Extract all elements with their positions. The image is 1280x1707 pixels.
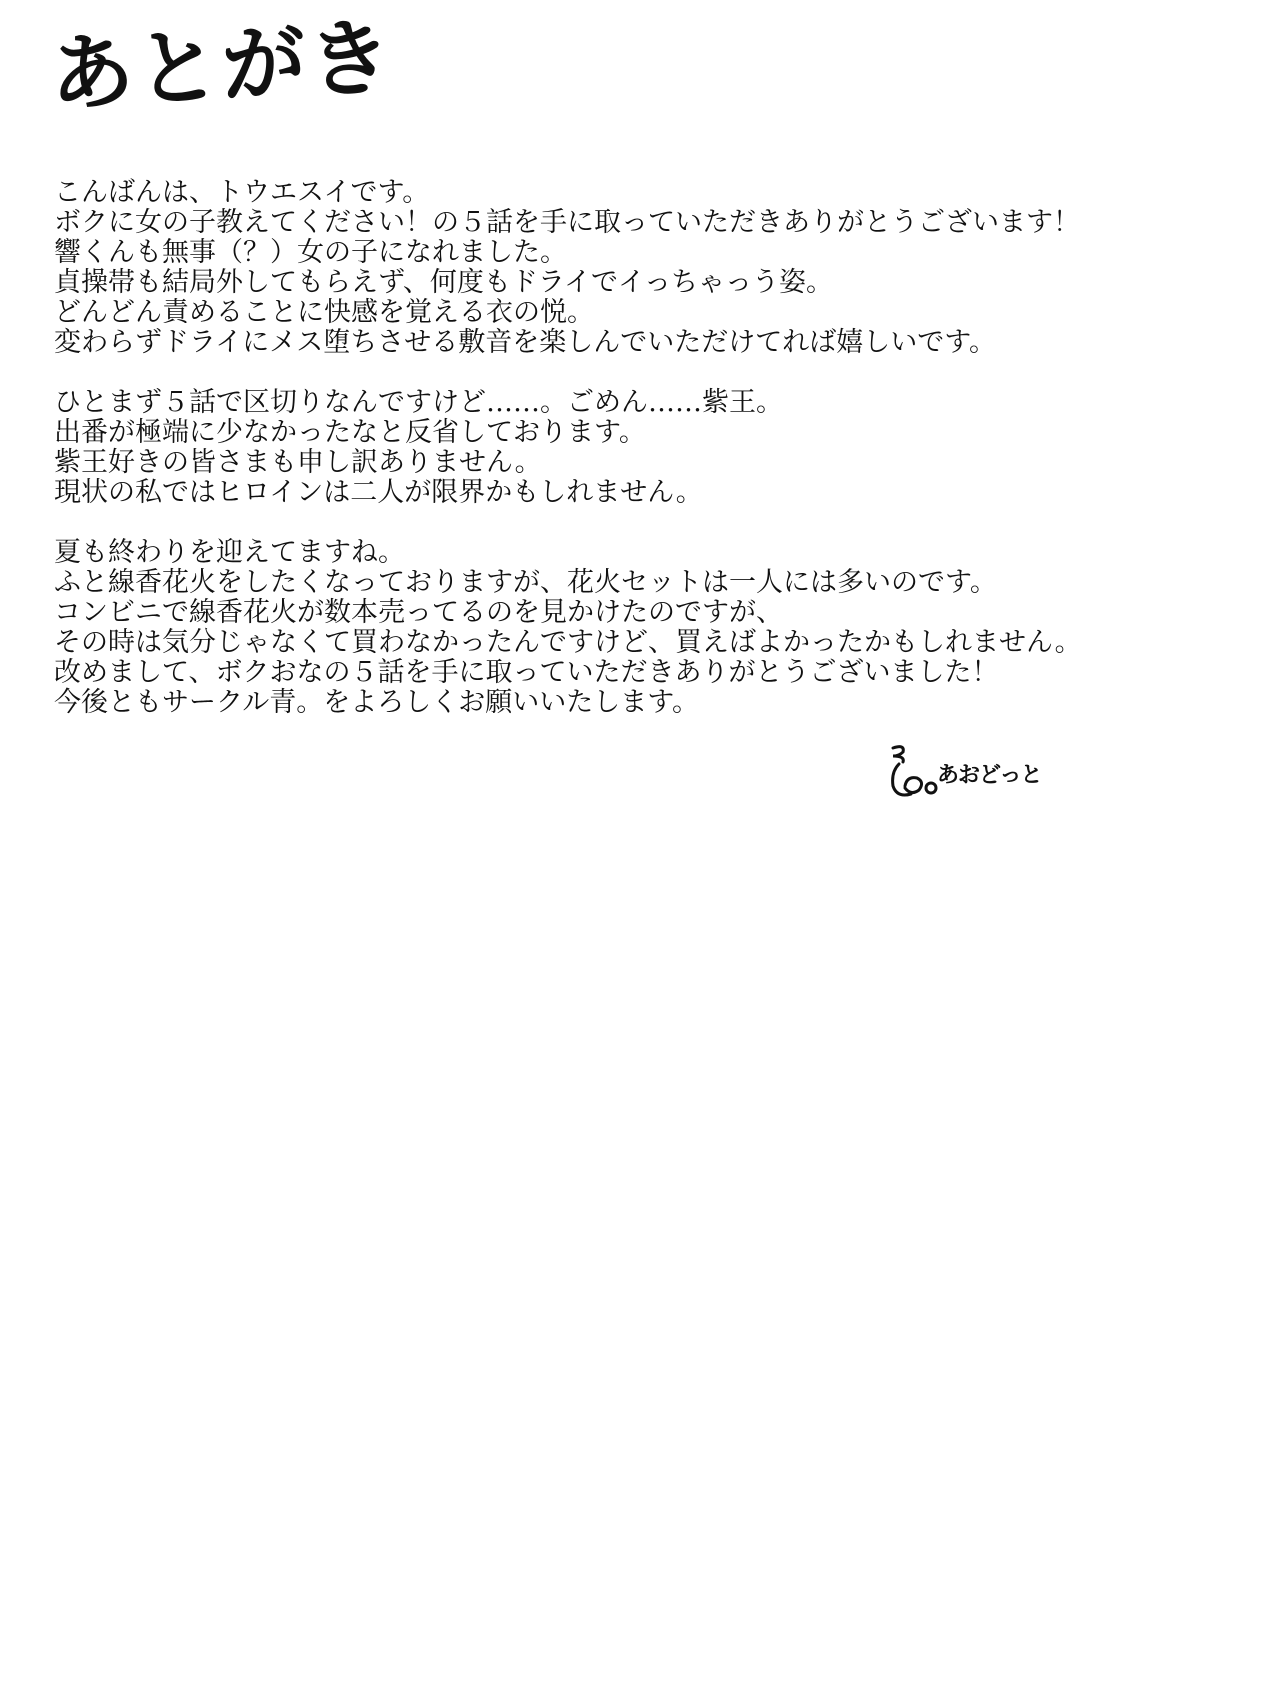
paragraph <box>54 388 1244 508</box>
paragraph <box>54 178 1244 358</box>
text-line: 紫王好きの皆さまも申し訳ありません。 <box>54 447 542 478</box>
text-line: 現状の私ではヒロインは二人が限界かもしれません。 <box>54 477 703 508</box>
signature-text: あおどっと <box>937 763 1042 788</box>
text-line: 夏も終わりを迎えてますね。 <box>54 537 405 568</box>
text-line: 響くんも無事（？）女の子になれました。 <box>54 237 567 268</box>
text-line: 出番が極端に少なかったなと反省しております。 <box>54 417 646 448</box>
text-line: ひとまず５話で区切りなんですけど……。ごめん……紫王。 <box>54 387 783 418</box>
text-line: 今後ともサークル青。をよろしくお願いいたします。 <box>54 687 700 718</box>
text-line: こんばんは、トウエスイです。 <box>54 177 430 208</box>
page-title: あとがき <box>47 8 397 124</box>
text-line: 貞操帯も結局外してもらえず、何度もドライでイっちゃっう姿。 <box>54 267 833 298</box>
text-line: 改めまして、ボクおなの５話を手に取っていただきありがとうございました！ <box>54 657 999 688</box>
text-line: 変わらずドライにメス堕ちさせる敷音を楽しんでいただけてれば嬉しいです。 <box>54 327 997 358</box>
author-signature <box>885 742 1055 804</box>
text-line: その時は気分じゃなくて買わなかったんですけど、買えばよかったかもしれません。 <box>54 627 1082 658</box>
text-line: ふと線香花火をしたくなっておりますが、花火セットは一人には多いのです。 <box>54 567 997 598</box>
text-line: ボクに女の子教えてください！の５話を手に取っていただきありがとうございます！ <box>54 207 1080 238</box>
paragraph <box>54 538 1244 718</box>
text-line: コンビニで線香花火が数本売ってるのを見かけたのですが、 <box>54 597 783 628</box>
afterword-body <box>54 178 1244 748</box>
signature-mark-icon <box>885 742 945 804</box>
text-line: どんどん責めることに快感を覚える衣の悦。 <box>54 297 594 328</box>
